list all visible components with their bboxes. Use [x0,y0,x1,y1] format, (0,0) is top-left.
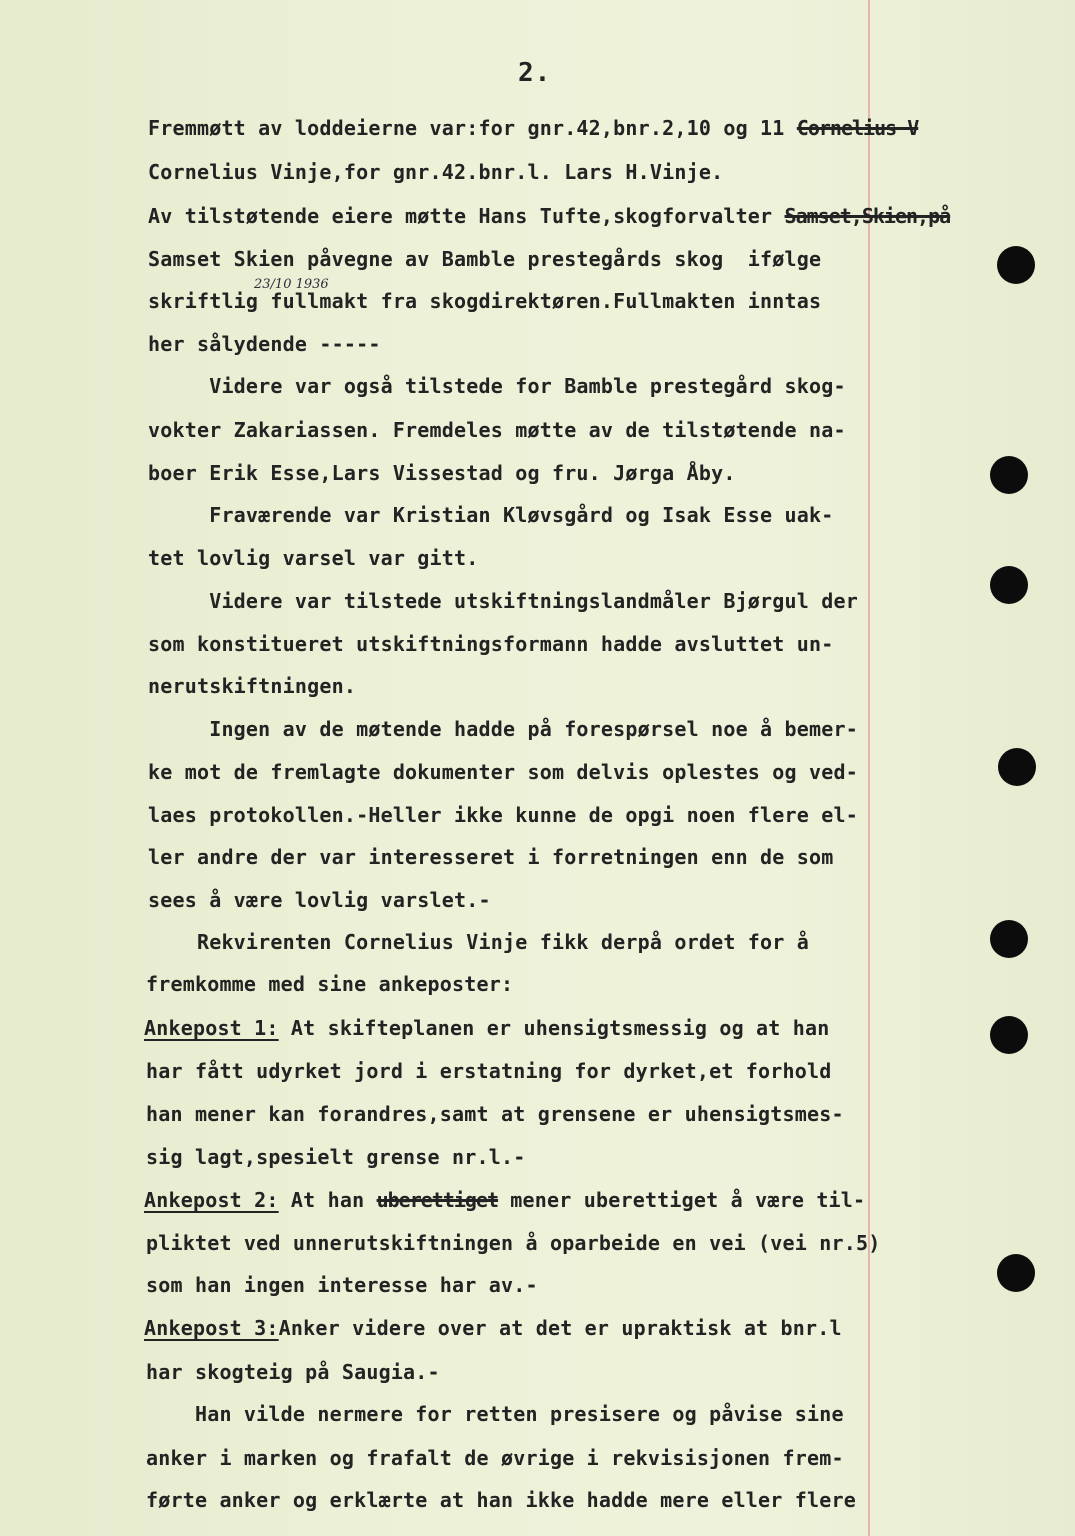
text-line [148,503,834,527]
line-text: Samset Skien påvegne av Bamble prestegårds skog ifølge [148,247,822,271]
line-text: Fremmøtt av loddeierne var:for gnr.42,bnr.2,10 og 11 [148,116,797,140]
punch-hole [990,920,1028,958]
text-line [146,1402,844,1426]
punch-hole [990,456,1028,494]
line-text: Ingen av de møtende hadde på forespørsel noe å bemer- [148,717,858,741]
handwritten-date: 23/10 1936 [254,277,329,292]
line-text: Han vilde nermere for retten presisere og påvise sine [146,1402,844,1426]
punch-hole [990,1016,1028,1054]
text-line [148,374,846,398]
line-text: her sålydende ----- [148,332,381,356]
text-line [148,160,723,184]
text-line [148,546,479,570]
line-text: skriftlig fullmakt fra skogdirektøren.Fullmakten inntas [148,289,822,313]
text-line [144,1016,830,1040]
text-line [148,116,918,140]
line-text: tet lovlig varsel var gitt. [148,546,479,570]
line-text: som konstitueret utskiftningsformann hadde avsluttet un- [148,632,834,656]
line-text: pliktet ved unnerutskiftningen å oparbeide en vei (vei nr.5) [146,1231,881,1255]
punch-hole [998,748,1036,786]
text-line [148,461,736,485]
text-line [148,204,950,228]
line-text: At han [278,1188,377,1212]
text-line [148,589,858,613]
punch-hole [990,566,1028,604]
text-line [148,632,834,656]
line-text: vokter Zakariassen. Fremdeles møtte av de tilstøtende na- [148,418,846,442]
text-line [148,247,821,271]
text-line [148,418,846,442]
text-line [146,1059,832,1083]
line-text: har fått udyrket jord i erstatning for dyrket,et forhold [146,1059,832,1083]
text-line [148,674,356,698]
line-text: boer Erik Esse,Lars Vissestad og fru. Jørga Åby. [148,461,736,485]
text-line [146,1488,856,1512]
line-text: Cornelius Vinje,for gnr.42.bnr.l. Lars H.Vinje. [148,160,724,184]
line-text: anker i marken og frafalt de øvrige i rekvisisjonen frem- [146,1446,844,1470]
line-text: sig lagt,spesielt grense nr.l.- [146,1145,526,1169]
line-text: han mener kan forandres,samt at grensene er uhensigtsmes- [146,1102,844,1126]
line-text: Videre var tilstede utskiftningslandmåler Bjørgul der [148,589,858,613]
struck-text: Samset,Skien,på [784,204,951,228]
line-text: førte anker og erklærte at han ikke hadde mere eller flere [146,1488,856,1512]
line-text: Av tilstøtende eiere møtte Hans Tufte,skogforvalter [148,204,785,228]
line-text: nerutskiftningen. [148,674,357,698]
line-text: mener uberettiget å være til- [498,1188,866,1212]
text-line [146,1273,538,1297]
text-line [148,888,491,912]
line-text: har skogteig på Saugia.- [146,1360,440,1384]
text-line [144,1316,842,1340]
line-text: laes protokollen.-Heller ikke kunne de opgi noen flere el- [148,803,858,827]
ankepost-label: Ankepost 1: [144,1016,279,1040]
line-text: som han ingen interesse har av.- [146,1273,538,1297]
line-text: Videre var også tilstede for Bamble prestegård skog- [148,374,846,398]
text-line [146,972,513,996]
text-line [146,1360,440,1384]
text-line [148,289,821,313]
text-line [148,803,858,827]
line-text: sees å være lovlig varslet.- [148,888,491,912]
page-number: 2. [518,58,552,88]
text-line [148,332,381,356]
struck-text: uberettiget [376,1188,499,1212]
line-text: Fraværende var Kristian Kløvsgård og Isak Esse uak- [148,503,834,527]
punch-hole [997,1254,1035,1292]
margin-rule [868,0,870,1536]
struck-text: Cornelius V [796,116,919,140]
text-line [146,1145,525,1169]
line-text: ler andre der var interesseret i forretningen enn de som [148,845,834,869]
line-text: Anker videre over at det er upraktisk at bnr.l [278,1316,842,1340]
line-text: ke mot de fremlagte dokumenter som delvis oplestes og ved- [148,760,858,784]
text-line [148,717,858,741]
punch-hole [997,246,1035,284]
ankepost-label: Ankepost 2: [144,1188,279,1212]
text-line [146,1446,844,1470]
text-line [146,1231,880,1255]
text-line [148,930,809,954]
line-text: Rekvirenten Cornelius Vinje fikk derpå ordet for å [148,930,810,954]
line-text: fremkomme med sine ankeposter: [146,972,514,996]
text-line [146,1102,844,1126]
ankepost-label: Ankepost 3: [144,1316,279,1340]
text-line [148,760,858,784]
text-line [144,1188,865,1212]
line-text: At skifteplanen er uhensigtsmessig og at han [278,1016,830,1040]
text-line [148,845,834,869]
